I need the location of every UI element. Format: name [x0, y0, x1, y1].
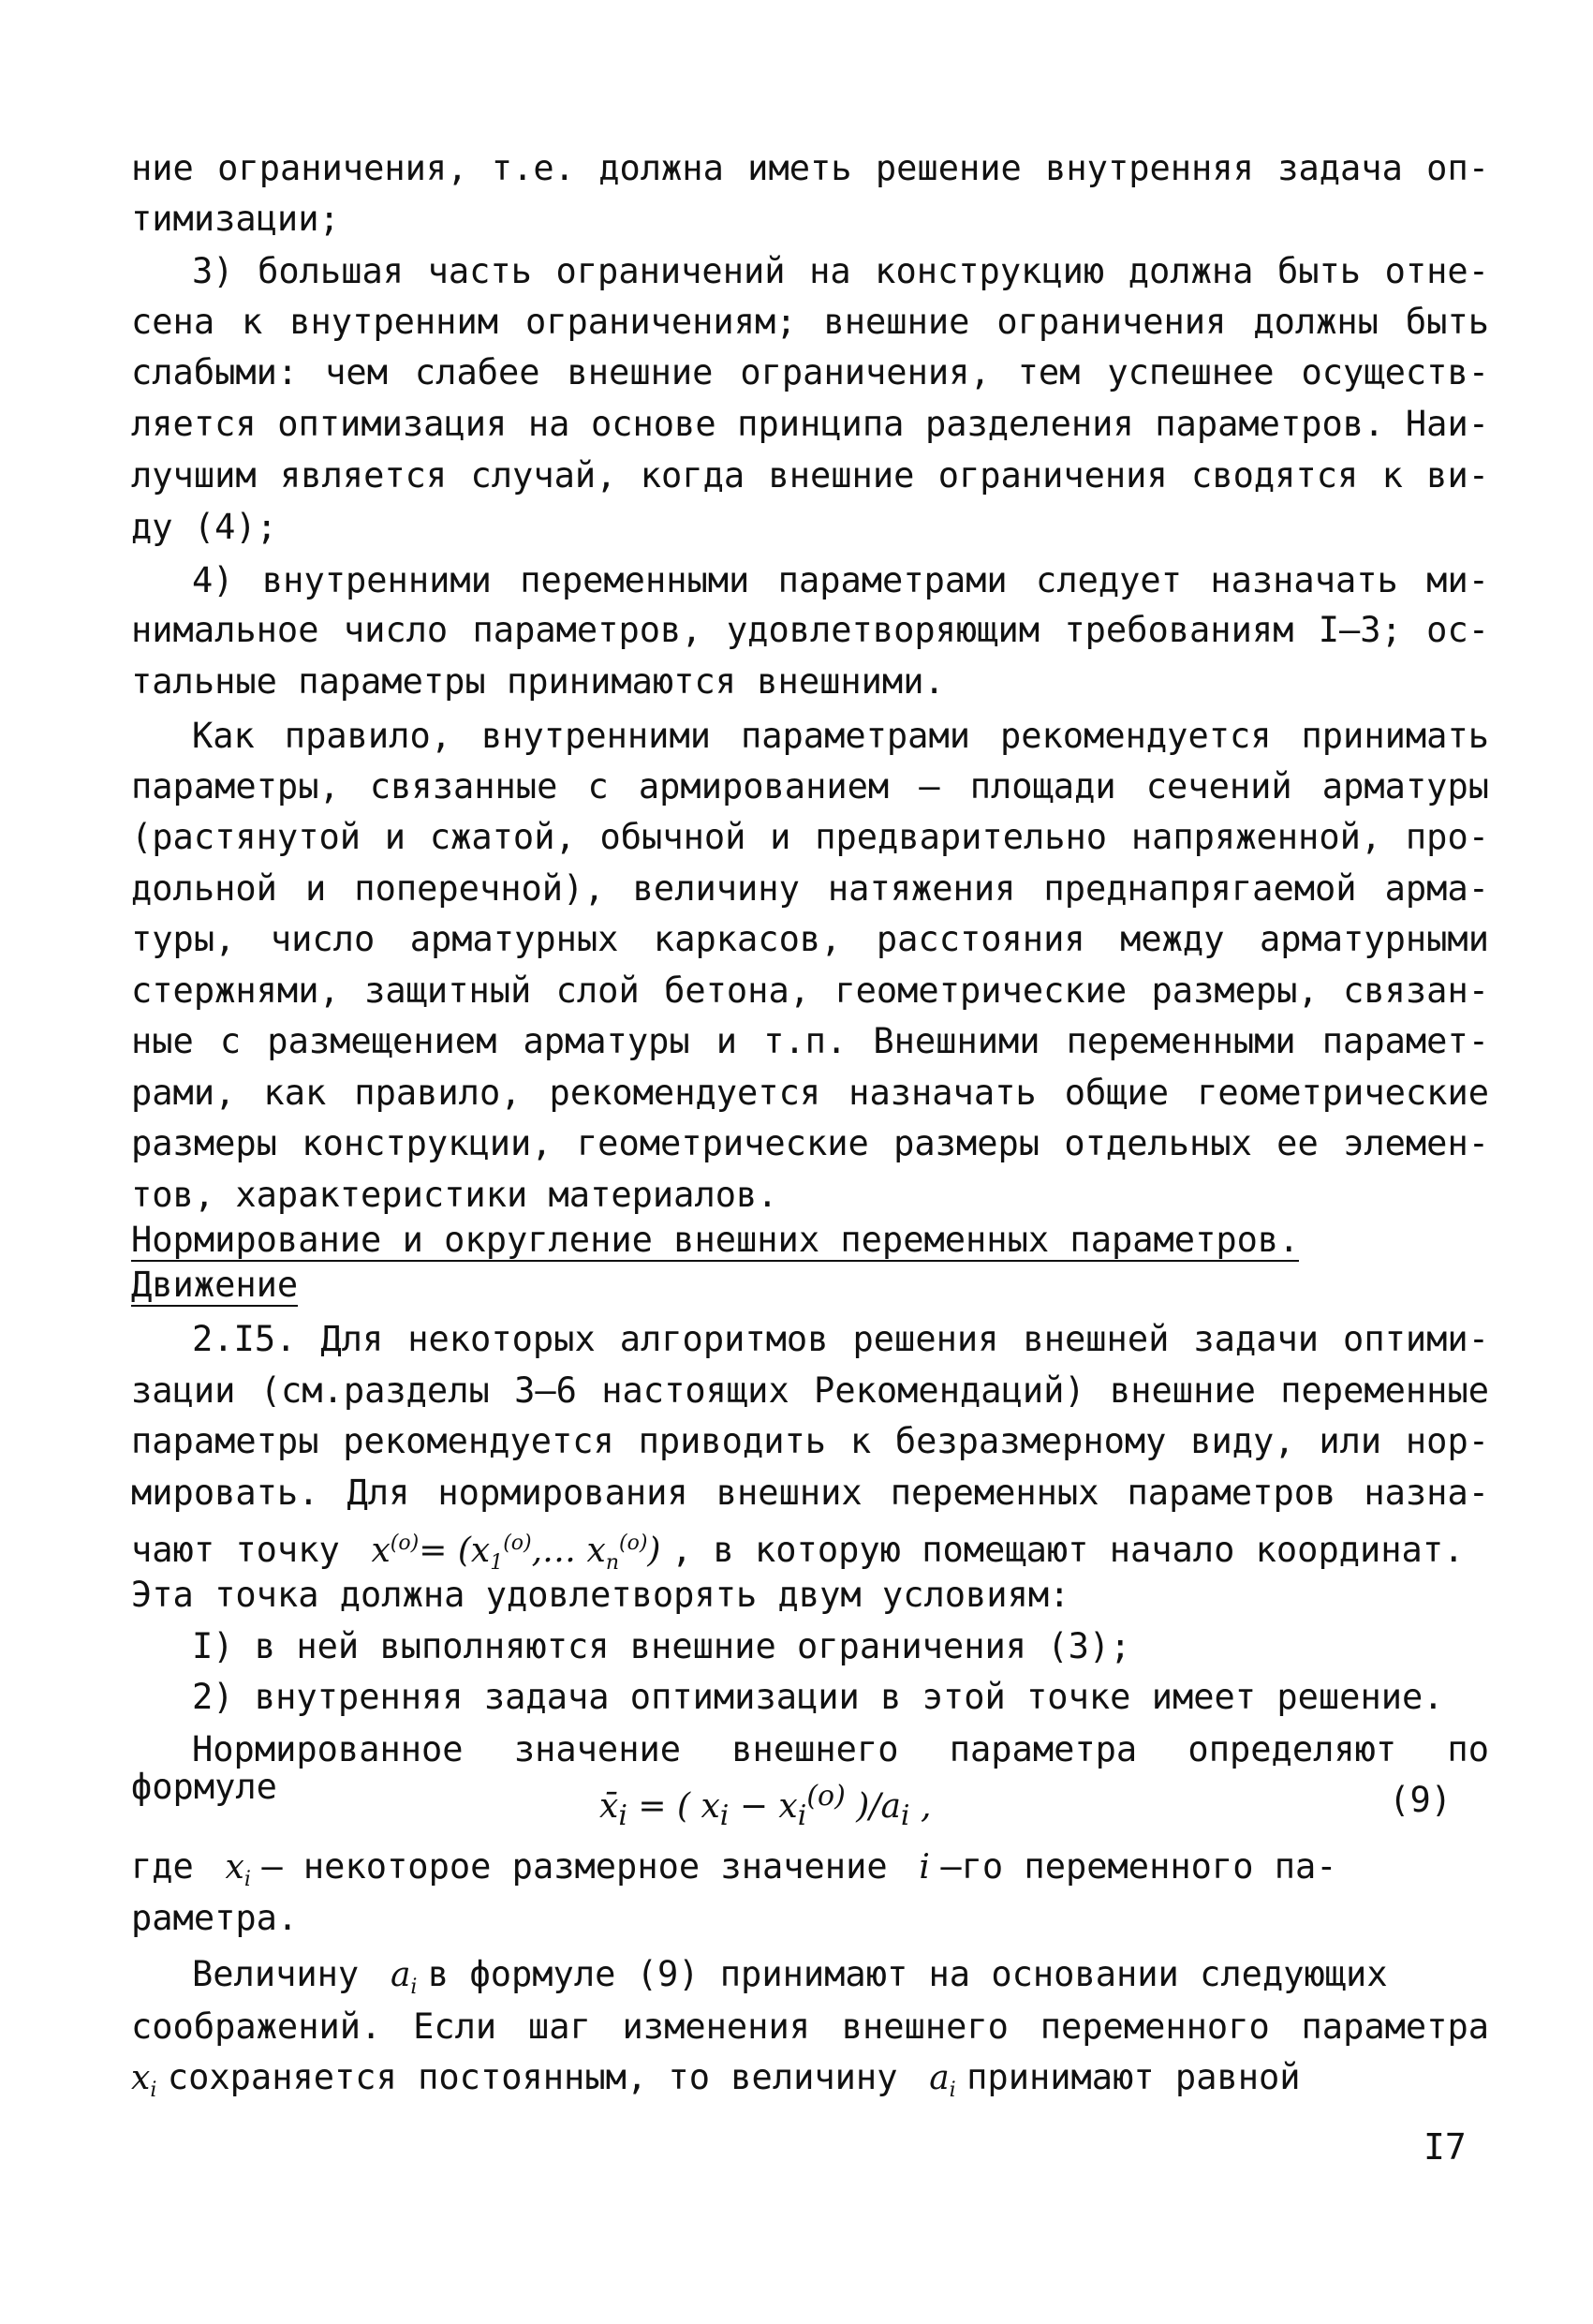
variable-ai: $a_i$ — [379, 1956, 418, 2000]
text-line: ние ограничения, т.е. должна иметь решение внутренняя задача оп- — [131, 148, 1489, 188]
formula-row — [131, 1761, 1489, 1836]
text-line: нимальное число параметров, удовлетворяющим требованиям I–3; ос- — [131, 610, 1489, 650]
text-line: дольной и поперечной), величину натяжения преднапрягаемой арма- — [131, 868, 1489, 909]
page-number: I7 — [1423, 2126, 1467, 2168]
text-line: тимизации; — [131, 199, 340, 239]
text-line-with-formula: Величину $a_i$ в формуле (9) принимают на основании следующих — [192, 1954, 1388, 2000]
formula-9: $x̄_i$ = ( $x_i - x_i^{(o)}$ )$/a_i$ , — [599, 1780, 932, 1833]
text-line: лучшим является случай, когда внешние ограничения сводятся к ви- — [131, 455, 1489, 496]
text-line: параметры, связанные с армированием – площади сечений арматуры — [131, 766, 1489, 807]
variable-i: i — [907, 1848, 941, 1887]
text-line: (растянутой и сжатой, обычной и предварительно напряженной, про- — [131, 817, 1489, 857]
text-line: туры, число арматурных каркасов, расстояния между арматурными — [131, 919, 1489, 959]
point-formula: $x^{(o)}=$ ($x_1^{(o)},\dots$ $x_n^{(o)}$) — [361, 1532, 671, 1570]
text-line-with-formula: где $x_i$ – некоторое размерное значение i –го переменного па- — [131, 1846, 1337, 1892]
text-line: 4) внутренними переменными параметрами следует назначать ми- — [192, 560, 1489, 600]
text-line: стержнями, защитный слой бетона, геометрические размеры, связан- — [131, 970, 1489, 1011]
variable-xi: $x_i$ — [214, 1848, 251, 1892]
text-line: зации (см.разделы 3–6 настоящих Рекомендаций) внешние переменные — [131, 1370, 1489, 1411]
formula-label: формуле — [131, 1767, 277, 1807]
text-line: 3) большая часть ограничений на конструкцию должна быть отне- — [192, 251, 1489, 291]
text-line: Эта точка должна удовлетворять двум условиям: — [131, 1575, 1070, 1615]
variable-ai: $a_i$ — [918, 2059, 956, 2103]
text-line-with-formula: чают точку $x^{(o)}=$ ($x_1^{(o)},\dots$ $x_n^{(o)}$) , в которую помещают начало координат. — [131, 1530, 1465, 1570]
text-line: соображений. Если шаг изменения внешнего переменного параметра — [131, 2006, 1489, 2047]
text-line: ду (4); — [131, 507, 277, 547]
text-line: слабыми: чем слабее внешние ограничения, тем успешнее осуществ- — [131, 352, 1489, 392]
text-line: сена к внутренним ограничениям; внешние ограничения должны быть — [131, 302, 1489, 342]
text-line: 2) внутренняя задача оптимизации в этой точке имеет решение. — [192, 1677, 1444, 1717]
text-line: размеры конструкции, геометрические размеры отдельных ее элемен- — [131, 1123, 1489, 1163]
formula-number: (9) — [1389, 1780, 1452, 1820]
section-heading: Нормирование и округление внешних переменных параметров. Движение — [131, 1220, 1300, 1305]
text-line: ляется оптимизация на основе принципа разделения параметров. Наи- — [131, 404, 1489, 444]
text-line: Как правило, внутренними параметрами рекомендуется принимать — [192, 716, 1489, 756]
variable-xi: $x_i$ — [131, 2059, 157, 2103]
text-line: тальные параметры принимаются внешними. — [131, 661, 945, 702]
text-line: тов, характеристики материалов. — [131, 1175, 778, 1215]
text-line: Нормированное значение внешнего параметра определяют по — [192, 1729, 1489, 1769]
text-line: I) в ней выполняются внешние ограничения (3); — [192, 1626, 1131, 1666]
text-line: рами, как правило, рекомендуется назначать общие геометрические — [131, 1073, 1489, 1113]
text-line: параметры рекомендуется приводить к безразмерному виду, или нор- — [131, 1421, 1489, 1461]
text-line: 2.I5. Для некоторых алгоритмов решения внешней задачи оптими- — [192, 1319, 1489, 1359]
text-line-with-formula: $x_i$ сохраняется постоянным, то величину $a_i$ принимают равной — [131, 2057, 1301, 2103]
text-line: раметра. — [131, 1898, 299, 1938]
text-line: ные с размещением арматуры и т.п. Внешними переменными парамет- — [131, 1021, 1489, 1061]
text-line: мировать. Для нормирования внешних переменных параметров назна- — [131, 1473, 1489, 1513]
